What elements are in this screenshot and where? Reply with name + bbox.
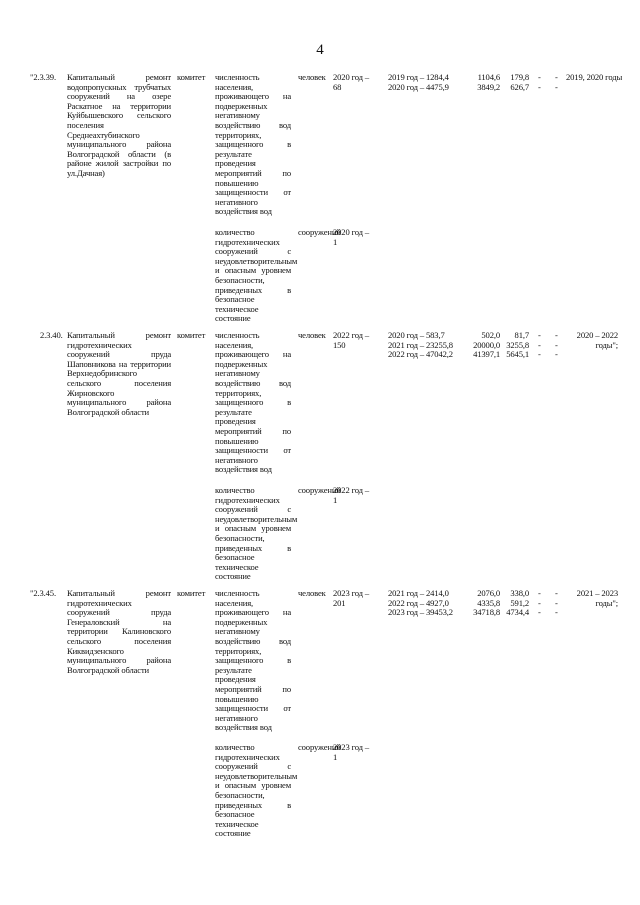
target-value-structures: 2023 год – 1 <box>333 742 370 762</box>
financing-col-d: - - <box>555 72 558 92</box>
financing-years: 2020 год – 583,7 2021 год – 23255,8 2022 год – 47042,2 <box>388 330 453 360</box>
financing-col-d: - - - <box>555 330 558 360</box>
row-executor: комитет <box>177 588 206 598</box>
target-value-structures: 2020 год – 1 <box>333 227 370 247</box>
row-executor: комитет <box>177 72 206 82</box>
financing-col-c: - - <box>538 72 541 92</box>
indicator-population: численность населения, проживающего на подверженных негативному воздействию вод территориях, защищенного в результате проведения мероприятий по повышению защищенности от негативного воздействия вод <box>215 588 291 733</box>
row-title: Капитальный ремонт гидротехнических сооружений пруда Шаповникова на территории Верхнедобринского сельского поселения Жирновского муниципального района Волгоградской области <box>67 330 171 417</box>
indicator-structures: количество гидротехнических сооружений с неудовлетворительным и опасным уровнем безопасности, приведенных в безопасное техническое состояние <box>215 742 298 839</box>
row-title: Капитальный ремонт гидротехнических сооружений пруда Генераловский на территории Калиновского сельского поселения Киквидзенского муниципального района Волгоградской области <box>67 588 171 675</box>
page-number: 4 <box>316 42 324 58</box>
period: 2019, 2020 годы <box>566 72 623 82</box>
unit-people: человек <box>298 330 326 340</box>
unit-people: человек <box>298 588 326 598</box>
financing-years: 2019 год – 1284,4 2020 год – 4475,9 <box>388 72 449 92</box>
financing-col-c: - - - <box>538 588 541 618</box>
target-value: 2020 год – 68 <box>333 72 370 92</box>
financing-years: 2021 год – 2414,0 2022 год – 4927,0 2023 год – 39453,2 <box>388 588 453 618</box>
period: 2021 – 2023 годы"; <box>576 588 618 608</box>
unit-structures: сооружений <box>298 227 341 237</box>
row-id: 2.3.40. <box>40 330 63 340</box>
indicator-population: численность населения, проживающего на подверженных негативному воздействию вод территориях, защищенного в результате проведения мероприятий по повышению защищенности от негативного воздействия вод <box>215 72 291 217</box>
unit-structures: сооружений <box>298 485 341 495</box>
target-value: 2023 год – 201 <box>333 588 370 608</box>
financing-col-a: 502,0 20000,0 41397,1 <box>473 330 500 360</box>
financing-col-b: 338,0 591,2 4734,4 <box>506 588 529 618</box>
financing-col-c: - - - <box>538 330 541 360</box>
indicator-population: численность населения, проживающего на подверженных негативному воздействию вод территориях, защищенного в результате проведения мероприятий по повышению защищенности от негативного воздействия вод <box>215 330 291 475</box>
period: 2020 – 2022 годы"; <box>576 330 618 350</box>
unit-structures: сооружений <box>298 742 341 752</box>
financing-col-b: 179,8 626,7 <box>510 72 529 92</box>
indicator-structures: количество гидротехнических сооружений с неудовлетворительным и опасным уровнем безопасности, приведенных в безопасное техническое состояние <box>215 227 298 324</box>
indicator-structures: количество гидротехнических сооружений с неудовлетворительным и опасным уровнем безопасности, приведенных в безопасное техническое состояние <box>215 485 298 582</box>
target-value-structures: 2022 год – 1 <box>333 485 370 505</box>
row-title: Капитальный ремонт водопропускных трубчатых сооружений на озере Раскатное на территории Куйбышевского сельского поселения Среднеахтубинского муниципального района Волгоградской области (в районе жилой застройки по ул.Дачная) <box>67 72 171 178</box>
row-id: "2.3.39. <box>30 72 56 82</box>
financing-col-a: 1104,6 3849,2 <box>477 72 500 92</box>
financing-col-a: 2076,0 4335,8 34718,8 <box>473 588 500 618</box>
row-executor: комитет <box>177 330 206 340</box>
financing-col-b: 81,7 3255,8 5645,1 <box>506 330 529 360</box>
row-id: "2.3.45. <box>30 588 56 598</box>
unit-people: человек <box>298 72 326 82</box>
target-value: 2022 год – 150 <box>333 330 370 350</box>
financing-col-d: - - - <box>555 588 558 618</box>
